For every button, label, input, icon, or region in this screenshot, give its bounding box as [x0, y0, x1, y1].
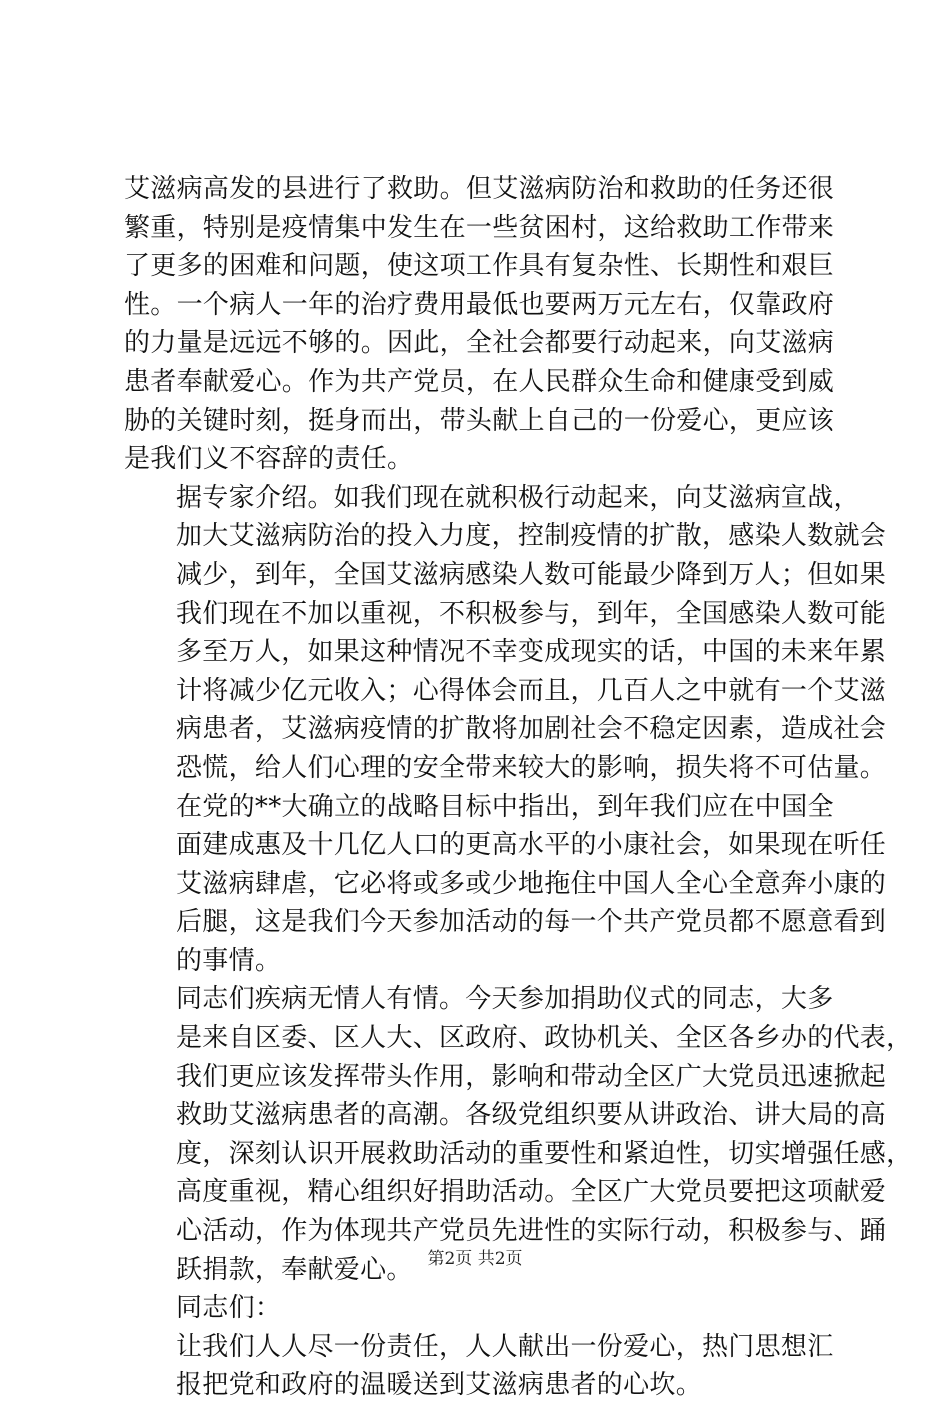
text-line: 计将减少亿元收入；心得体会而且，几百人之中就有一个艾滋 — [176, 675, 887, 706]
text-line: 的事情。 — [176, 945, 282, 976]
text-line: 面建成惠及十几亿人口的更高水平的小康社会，如果现在听任 — [176, 830, 887, 861]
text-line: 救助艾滋病患者的高潮。各级党组织要从讲政治、讲大局的高 — [176, 1100, 887, 1131]
text-line: 跃捐款，奉献爱心。 — [176, 1254, 413, 1285]
paragraph — [124, 980, 913, 1289]
text-line: 减少，到年，全国艾滋病感染人数可能最少降到万人；但如果 — [176, 559, 887, 590]
paragraph — [124, 1289, 832, 1328]
page-footer: 第2页 共2页 — [427, 1249, 523, 1269]
document-body — [124, 170, 913, 1405]
text-line: 让我们人人尽一份责任，人人献出一份爱心，热门思想汇 — [176, 1331, 834, 1362]
paragraph — [124, 479, 887, 788]
text-line: 的力量是远远不够的。因此，全社会都要行动起来，向艾滋病 — [124, 328, 835, 359]
text-line: 了更多的困难和问题，使这项工作具有复杂性、长期性和艰巨 — [124, 251, 835, 282]
text-line: 心活动，作为体现共产党员先进性的实际行动，积极参与、踊 — [176, 1216, 887, 1247]
text-line: 度，深刻认识开展救助活动的重要性和紧迫性，切实增强任感， — [176, 1138, 913, 1169]
paragraph — [124, 1328, 832, 1405]
text-line: 同志们疾病无情人有情。今天参加捐助仪式的同志，大多 — [176, 984, 834, 1015]
paragraph — [124, 788, 887, 981]
text-line: 胁的关键时刻，挺身而出，带头献上自己的一份爱心，更应该 — [124, 405, 835, 436]
text-line: 报把党和政府的温暖送到艾滋病患者的心坎。 — [176, 1370, 703, 1401]
text-line: 我们更应该发挥带头作用，影响和带动全区广大党员迅速掀起 — [176, 1061, 887, 1092]
text-line: 我们现在不加以重视，不积极参与，到年，全国感染人数可能 — [176, 598, 887, 629]
text-line: 同志们： — [176, 1293, 282, 1324]
text-line: 繁重，特别是疫情集中发生在一些贫困村，这给救助工作带来 — [124, 212, 835, 243]
text-line: 性。一个病人一年的治疗费用最低也要两万元左右，仅靠政府 — [124, 289, 835, 320]
text-line: 据专家介绍。如我们现在就积极行动起来，向艾滋病宣战， — [176, 482, 860, 513]
paragraph — [124, 170, 835, 479]
text-line: 是来自区委、区人大、区政府、政协机关、全区各乡办的代表， — [176, 1023, 913, 1054]
text-line: 多至万人，如果这种情况不幸变成现实的话，中国的未来年累 — [176, 637, 887, 668]
text-line: 是我们义不容辞的责任。 — [124, 444, 414, 475]
text-line: 患者奉献爱心。作为共产党员，在人民群众生命和健康受到威 — [124, 366, 835, 397]
text-line: 艾滋病肆虐，它必将或多或少地拖住中国人全心全意奔小康的 — [176, 868, 887, 899]
text-line: 艾滋病高发的县进行了救助。但艾滋病防治和救助的任务还很 — [124, 174, 835, 204]
text-line: 高度重视，精心组织好捐助活动。全区广大党员要把这项献爱 — [176, 1177, 887, 1208]
text-line: 在党的**大确立的战略目标中指出，到年我们应在中国全 — [176, 791, 834, 822]
text-line: 加大艾滋病防治的投入力度，控制疫情的扩散，感染人数就会 — [176, 521, 887, 552]
text-line: 后腿，这是我们今天参加活动的每一个共产党员都不愿意看到 — [176, 907, 887, 938]
text-line: 恐慌，给人们心理的安全带来较大的影响，损失将不可估量。 — [176, 752, 887, 783]
text-line: 病患者，艾滋病疫情的扩散将加剧社会不稳定因素，造成社会 — [176, 714, 887, 745]
